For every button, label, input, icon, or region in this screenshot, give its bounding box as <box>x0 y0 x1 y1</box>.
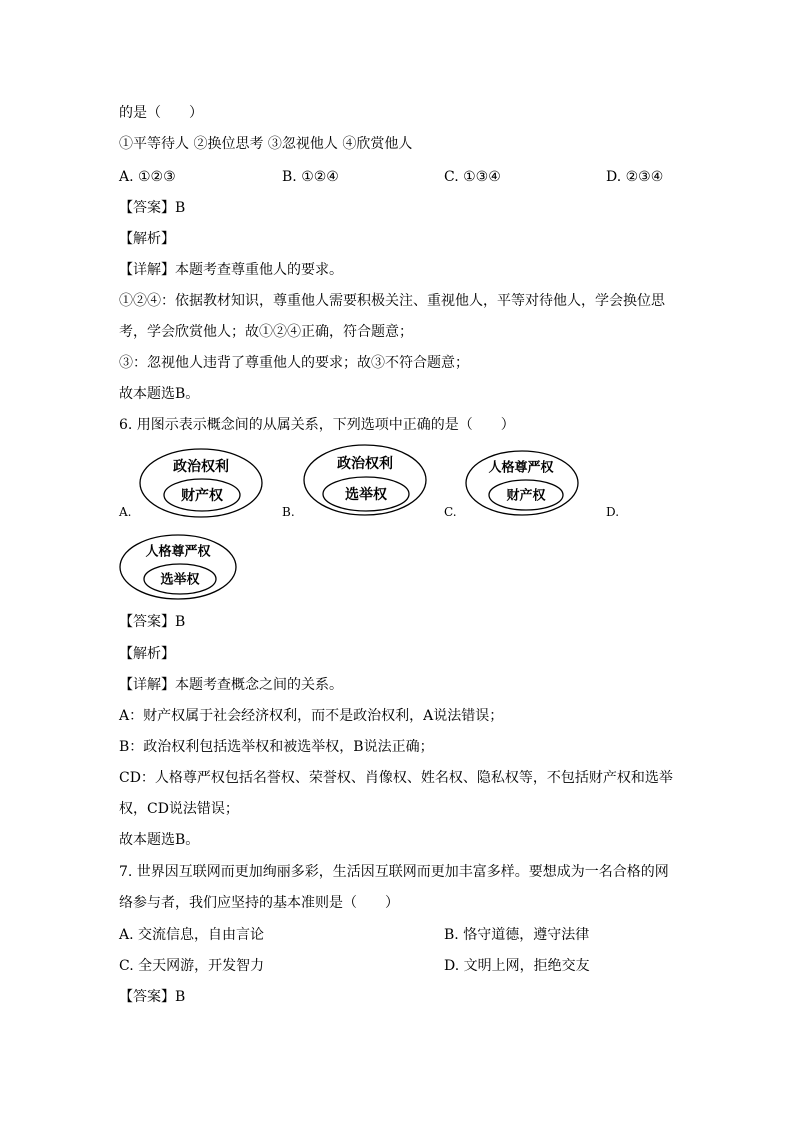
q6-detail: 【详解】本题考查概念之间的关系。 <box>119 677 343 693</box>
q5-answer: 【答案】B <box>119 200 186 216</box>
q7-stem-line-1: 7. 世界因互联网而更加绚丽多彩，生活因互联网而更加丰富多样。要想成为一名合格的网 <box>119 864 669 880</box>
diagram-inner-label: 选举权 <box>160 572 200 588</box>
q7-option-b: B. 恪守道德，遵守法律 <box>444 927 590 943</box>
diagram-outer-label: 政治权利 <box>337 456 393 472</box>
q5-items: ①平等待人 ②换位思考 ③忽视他人 ④欣赏他人 <box>119 136 413 152</box>
q5-option-a: A. ①②③ <box>119 169 176 185</box>
q5-detail: 【详解】本题考查尊重他人的要求。 <box>119 262 343 278</box>
q6-option-label-b: B. <box>282 505 295 519</box>
q5-analysis-line: 考，学会欣赏他人；故①②④正确，符合题意； <box>119 324 413 340</box>
q7-option-c: C. 全天网游，开发智力 <box>119 958 265 974</box>
q7-answer: 【答案】B <box>119 989 186 1005</box>
q5-analysis-line: 故本题选B。 <box>119 386 200 402</box>
q6-diagram-b <box>302 443 428 517</box>
q5-analysis-line: ③：忽视他人违背了尊重他人的要求；故③不符合题意； <box>119 355 469 371</box>
q6-diagram-a <box>138 447 264 519</box>
q5-option-b: B. ①②④ <box>282 169 339 185</box>
q6-option-label-d: D. <box>606 505 620 519</box>
q6-answer: 【答案】B <box>119 614 186 630</box>
q5-analysis-line: ①②④：依据教材知识，尊重他人需要积极关注、重视他人，平等对待他人，学会换位思 <box>119 293 665 309</box>
q7-option-d: D. 文明上网，拒绝交友 <box>444 958 590 974</box>
q5-stem-tail: 的是（ ） <box>119 105 203 121</box>
diagram-outer-label: 人格尊严权 <box>488 460 554 476</box>
q6-analysis-line: B：政治权利包括选举权和被选举权，B说法正确； <box>119 739 434 755</box>
q6-option-label-c: C. <box>444 505 457 519</box>
q5-analysis-heading: 【解析】 <box>119 231 175 247</box>
q6-option-label-a: A. <box>119 505 132 519</box>
q6-analysis-heading: 【解析】 <box>119 646 175 662</box>
q6-analysis-line: 权，CD说法错误； <box>119 801 239 817</box>
q7-option-a: A. 交流信息，自由言论 <box>119 927 265 943</box>
q5-option-d: D. ②③④ <box>606 169 664 185</box>
diagram-outer-label: 人格尊严权 <box>145 544 211 560</box>
diagram-inner-label: 选举权 <box>345 487 387 503</box>
diagram-inner-label: 财产权 <box>181 488 223 504</box>
q6-stem: 6. 用图示表示概念间的从属关系，下列选项中正确的是（ ） <box>119 417 515 433</box>
q6-analysis-line: A：财产权属于社会经济权利，而不是政治权利，A说法错误； <box>119 708 504 724</box>
q6-diagram-c <box>465 449 581 517</box>
diagram-inner-label: 财产权 <box>506 488 546 504</box>
diagram-outer-label: 政治权利 <box>173 459 229 475</box>
q6-diagram-d <box>119 533 237 601</box>
q6-analysis-line: CD：人格尊严权包括名誉权、荣誉权、肖像权、姓名权、隐私权等，不包括财产权和选举 <box>119 770 673 786</box>
q6-analysis-line: 故本题选B。 <box>119 832 200 848</box>
q7-stem-line-2: 络参与者，我们应坚持的基本准则是（ ） <box>119 895 399 911</box>
q5-option-c: C. ①③④ <box>444 169 501 185</box>
